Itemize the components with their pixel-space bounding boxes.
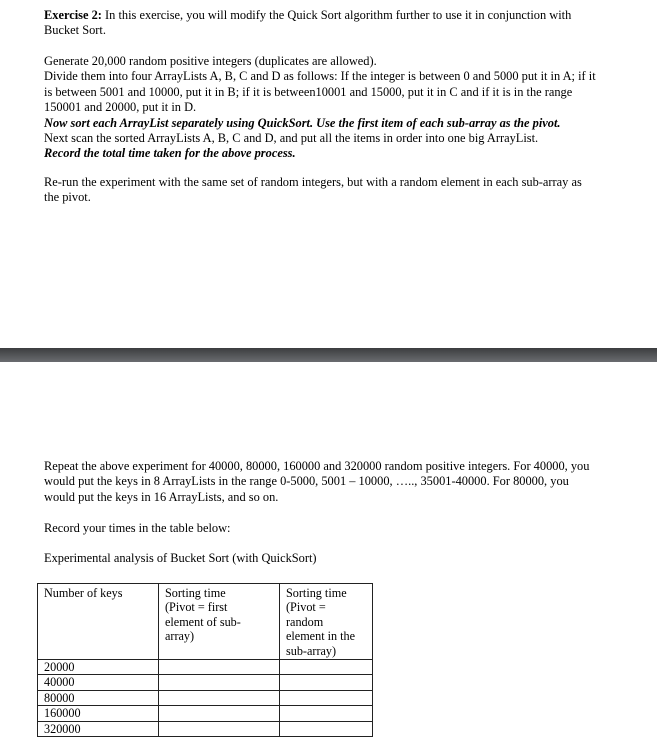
- record-text: Record your times in the table below:: [44, 521, 231, 535]
- time-random-cell[interactable]: [280, 721, 373, 736]
- time-random-cell[interactable]: [280, 660, 373, 675]
- caption-text: Experimental analysis of Bucket Sort (with QuickSort): [44, 551, 317, 565]
- header-line: element in the: [286, 629, 356, 644]
- table-row: [38, 660, 373, 675]
- exercise-title: [44, 8, 644, 23]
- keys-cell: 320000: [38, 721, 159, 736]
- page-divider: [0, 348, 657, 362]
- time-first-cell[interactable]: [159, 690, 280, 705]
- header-line: random: [286, 614, 324, 629]
- table-row: [38, 721, 373, 736]
- header-line: sub-array): [286, 643, 337, 658]
- header-line: Number of keys: [44, 586, 123, 600]
- instruction-line: Generate 20,000 random positive integers (duplicates are allowed).: [44, 54, 377, 68]
- repeat-line: would put the keys in 8 ArrayLists in the range 0-5000, 5001 – 10000, ….., 35001-40000. For 80000, you: [44, 474, 569, 489]
- repeat-line: Repeat the above experiment for 40000, 80000, 160000 and 320000 random positive integers. For 40000, you: [44, 459, 590, 473]
- instruction-line: is between 5001 and 10000, put it in B; if it is between10001 and 15000, put it in C and if it is in the range: [44, 84, 573, 99]
- table-row: [38, 706, 373, 721]
- table-row: [38, 675, 373, 690]
- time-first-cell[interactable]: [159, 660, 280, 675]
- exercise-intro: [44, 8, 644, 39]
- timing-table: [37, 583, 373, 737]
- table-row: [38, 690, 373, 705]
- time-random-cell[interactable]: [280, 690, 373, 705]
- keys-cell: 160000: [38, 706, 159, 721]
- instruction-line-emphasis: Record the total time taken for the above process.: [44, 146, 296, 161]
- keys-cell: 20000: [38, 660, 159, 675]
- header-line: element of sub-: [165, 614, 241, 629]
- instruction-line: 150001 and 20000, put it in D.: [44, 100, 197, 115]
- exercise-label: Exercise 2:: [44, 8, 102, 22]
- time-random-cell[interactable]: [280, 675, 373, 690]
- time-first-cell[interactable]: [159, 721, 280, 736]
- exercise-title-text: In this exercise, you will modify the Quick Sort algorithm further to use it in conjunction with: [101, 8, 572, 22]
- rerun-line: Re-run the experiment with the same set of random integers, but with a random element in each sub-array as: [44, 175, 582, 189]
- rerun-line: the pivot.: [44, 190, 91, 205]
- time-first-cell[interactable]: [159, 675, 280, 690]
- keys-cell: 80000: [38, 690, 159, 705]
- rerun-paragraph: [44, 175, 644, 206]
- exercise-title-line2: Bucket Sort.: [44, 23, 106, 38]
- instructions-paragraph: [44, 54, 644, 162]
- keys-cell: 40000: [38, 675, 159, 690]
- table-caption: [44, 551, 644, 566]
- table-header-row: [38, 584, 373, 660]
- time-first-cell[interactable]: [159, 706, 280, 721]
- header-line: array): [165, 629, 195, 644]
- repeat-line: would put the keys in 16 ArrayLists, and so on.: [44, 489, 279, 504]
- header-line: Sorting time: [286, 586, 347, 600]
- instruction-line: Next scan the sorted ArrayLists A, B, C and D, and put all the items in order into one big ArrayList.: [44, 131, 539, 146]
- header-pivot-first: [159, 584, 280, 660]
- instruction-line: Divide them into four ArrayLists A, B, C and D as follows: If the integer is between 0 and 5000 put it in A; if it: [44, 69, 596, 84]
- instruction-line-emphasis: Now sort each ArrayList separately using QuickSort. Use the first item of each sub-array as the pivot.: [44, 115, 561, 130]
- header-line: Sorting time: [165, 586, 226, 600]
- header-line: (Pivot = first: [165, 600, 228, 615]
- header-line: (Pivot =: [286, 600, 326, 615]
- time-random-cell[interactable]: [280, 706, 373, 721]
- header-number-of-keys: [38, 584, 159, 660]
- record-instruction: [44, 521, 644, 536]
- repeat-paragraph: [44, 459, 644, 505]
- header-pivot-random: [280, 584, 373, 660]
